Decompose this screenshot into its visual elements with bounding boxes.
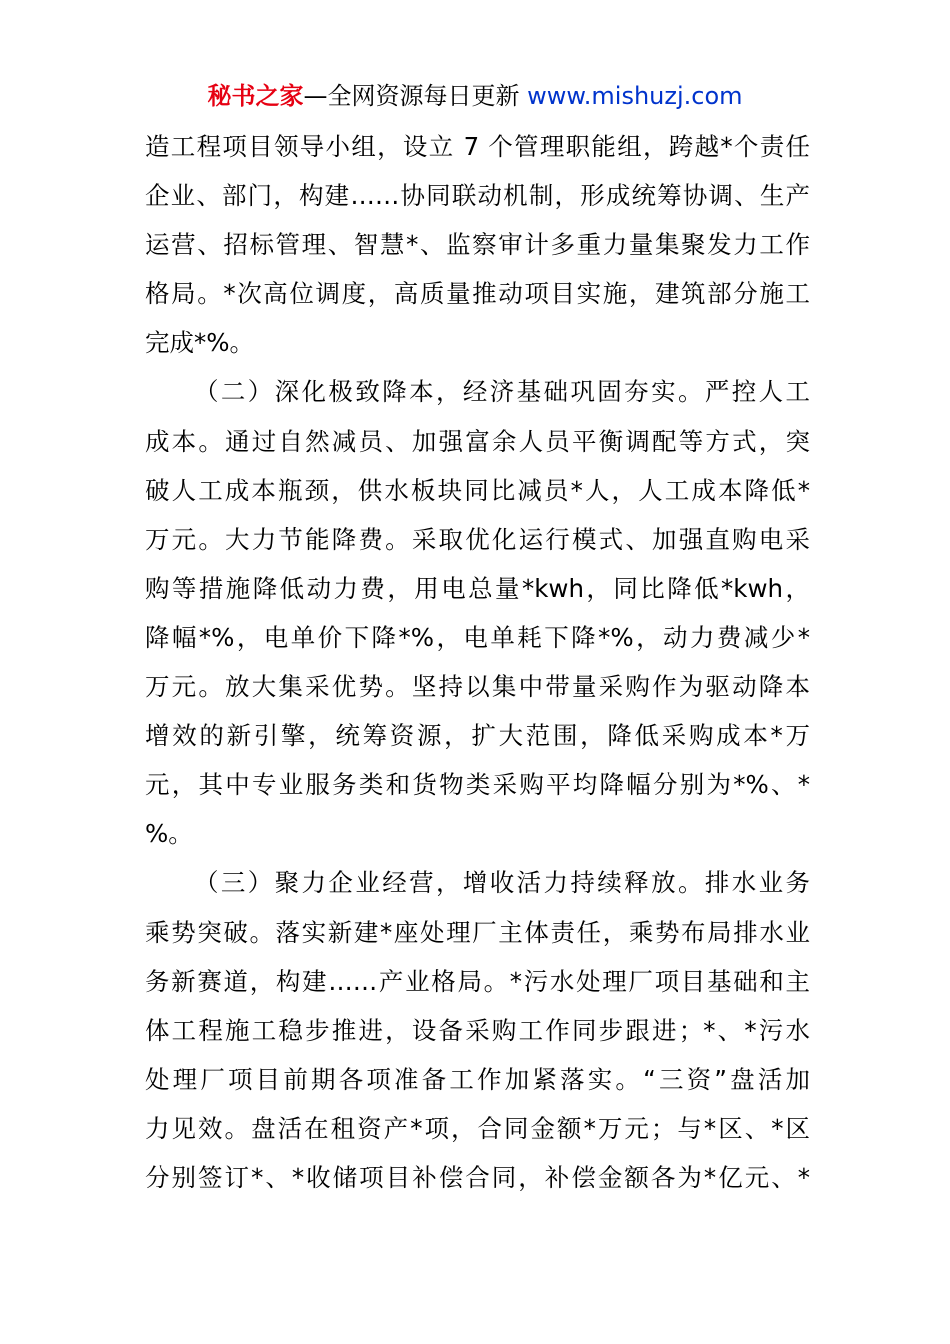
header-tagline: —全网资源每日更新 — [303, 82, 520, 110]
text-line: 力见效。盘活在租资产*项，合同金额*万元；与*区、*区 — [145, 1113, 810, 1143]
text-line: %。 — [145, 819, 193, 849]
text-line: 运营、招标管理、智慧*、监察审计多重力量集聚发力工作 — [145, 230, 810, 260]
text-line: 元，其中专业服务类和货物类采购平均降幅分别为*%、* — [145, 770, 810, 800]
text-line: 造工程项目领导小组，设立 7 个管理职能组，跨越*个责任 — [145, 132, 810, 161]
paragraph-heading-line: （三）聚力企业经营，增收活力持续释放。排水业务 — [194, 868, 810, 898]
text-line: 处理厂项目前期各项准备工作加紧落实。“三资”盘活加 — [145, 1064, 810, 1094]
site-header — [0, 80, 950, 112]
text-line: 完成*%。 — [145, 328, 255, 358]
text-line: 万元。放大集采优势。坚持以集中带量采购作为驱动降本 — [145, 672, 810, 702]
text-line: 务新赛道，构建……产业格局。*污水处理厂项目基础和主 — [145, 966, 810, 996]
text-line: 降幅*%，电单价下降*%，电单耗下降*%，动力费减少* — [145, 622, 810, 652]
text-line: 购等措施降低动力费，用电总量*kwh，同比降低*kwh， — [145, 573, 810, 603]
paragraph-heading-line: （二）深化极致降本，经济基础巩固夯实。严控人工 — [194, 377, 810, 407]
text-line: 企业、部门，构建……协同联动机制，形成统筹协调、生产 — [145, 181, 810, 211]
text-line: 格局。*次高位调度，高质量推动项目实施，建筑部分施工 — [145, 279, 810, 309]
text-line: 体工程施工稳步推进，设备采购工作同步跟进；*、*污水 — [145, 1015, 810, 1045]
document-body — [145, 122, 810, 1202]
text-line: 破人工成本瓶颈，供水板块同比减员*人，人工成本降低* — [145, 475, 810, 505]
brand-name: 秘书之家 — [207, 82, 304, 110]
text-line: 万元。大力节能降费。采取优化运行模式、加强直购电采 — [145, 524, 810, 554]
text-line: 成本。通过自然减员、加强富余人员平衡调配等方式，突 — [145, 426, 810, 456]
site-url-link[interactable]: www.mishuzj.com — [527, 82, 743, 110]
text-line: 乘势突破。落实新建*座处理厂主体责任，乘势布局排水业 — [145, 917, 810, 947]
text-line: 增效的新引擎，统筹资源，扩大范围，降低采购成本*万 — [145, 721, 810, 751]
text-line: 分别签订*、*收储项目补偿合同，补偿金额各为*亿元、* — [145, 1162, 810, 1192]
